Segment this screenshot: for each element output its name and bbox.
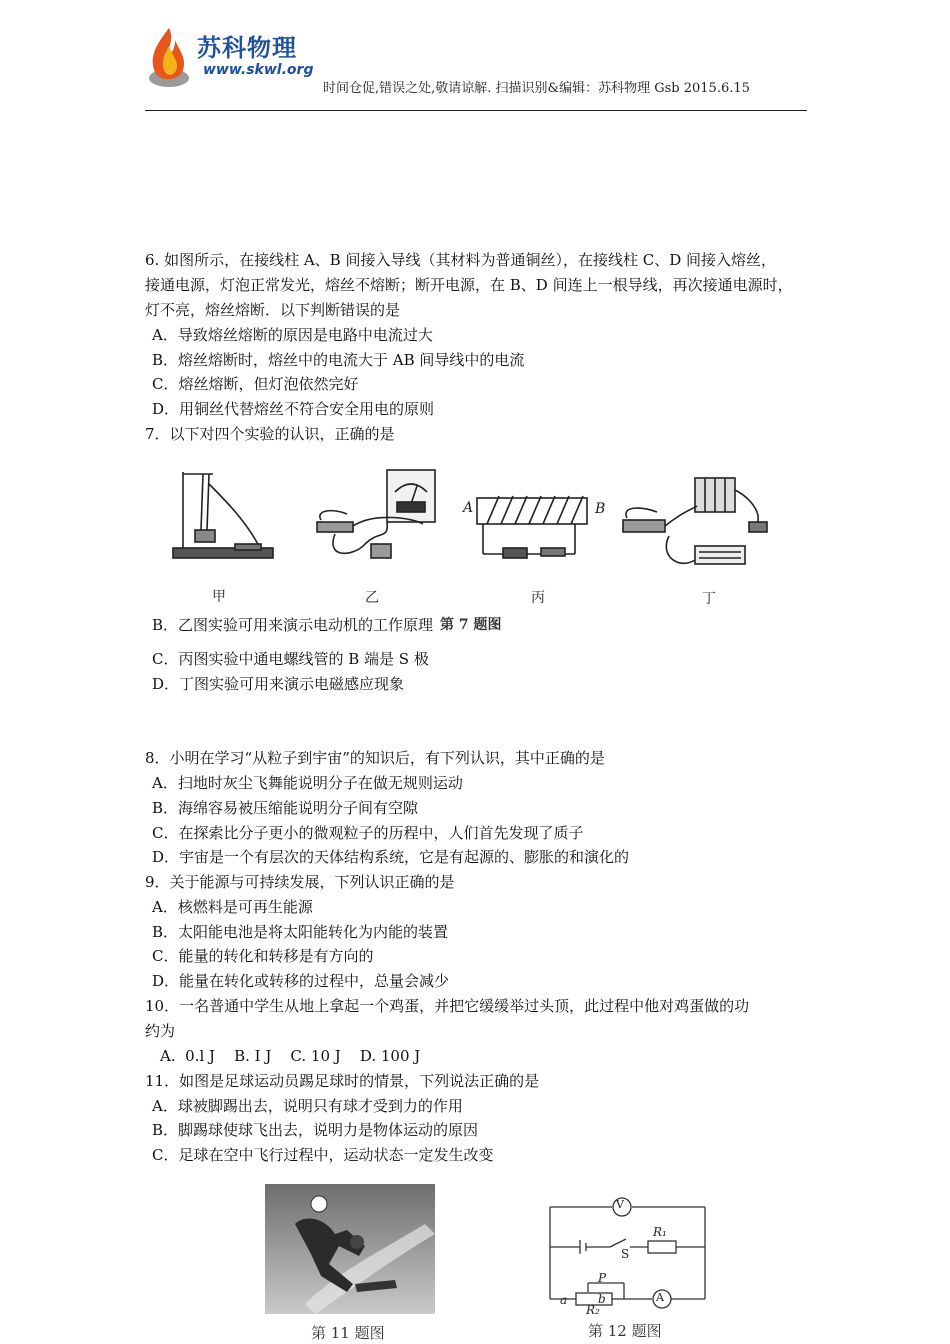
q7-coil-label-a: A: [463, 500, 474, 516]
page-header: [145, 22, 807, 112]
q7-option-b: B．乙图实验可用来演示电动机的工作原理: [152, 616, 434, 634]
q9-option-a: A．核燃料是可再生能源: [152, 898, 313, 916]
q11-caption: 第 11 题图: [311, 1324, 385, 1342]
q8-stem: 8．小明在学习“从粒子到宇宙”的知识后，有下列认识，其中正确的是: [145, 749, 605, 767]
q9-option-d: D．能量在转化或转移的过程中，总量会减少: [152, 972, 450, 990]
q9-option-c: C．能量的转化和转移是有方向的: [152, 947, 374, 965]
r2-label: R₂: [586, 1303, 600, 1317]
terminal-b-label: b: [598, 1292, 606, 1306]
q7-caption: 第 7 题图: [440, 617, 502, 633]
logo: [145, 22, 315, 92]
ammeter-label: A: [656, 1291, 664, 1304]
header-divider: [145, 110, 807, 111]
q7-label-jia: 甲: [212, 589, 226, 605]
q6-stem-line-2: 接通电源，灯泡正常发光，熔丝不熔断；断开电源，在 B、D 间连上一根导线，再次接通电源时，: [145, 276, 793, 294]
q8-option-d: D．宇宙是一个有层次的天体结构系统，它是有起源的、膨胀的和演化的: [152, 848, 630, 866]
q6-option-b: B．熔丝熔断时，熔丝中的电流大于 AB 间导线中的电流: [152, 351, 525, 369]
q11-option-b: B．脚踢球使球飞出去，说明力是物体运动的原因: [152, 1121, 479, 1139]
q7-label-bing: 丙: [531, 590, 545, 606]
q6-option-d: D．用铜丝代替熔丝不符合安全用电的原则: [152, 400, 435, 418]
q7-option-c: C．丙图实验中通电螺线管的 B 端是 S 极: [152, 650, 429, 668]
r1-label: R₁: [653, 1225, 667, 1239]
q8-option-b: B．海绵容易被压缩能说明分子间有空隙: [152, 799, 419, 817]
q6-option-a: A．导致熔丝熔断的原因是电路中电流过大: [152, 326, 433, 344]
q6-stem-line-1: 6. 如图所示，在接线柱 A、B 间接入导线（其材料为普通铜丝），在接线柱 C、D 间接入熔丝，: [145, 251, 777, 269]
q6-stem-line-3: 灯不亮，熔丝熔断．以下判断错误的是: [145, 301, 401, 319]
q10-options: A. 0.l J B. I J C. 10 J D. 100 J: [160, 1047, 421, 1065]
flame-logo-icon: [145, 24, 197, 90]
slider-p-label: P: [598, 1271, 607, 1285]
q12-circuit: [540, 1195, 720, 1320]
q10-stem-line-2: 约为: [145, 1022, 176, 1040]
q7-figure: [165, 460, 785, 640]
voltmeter-label: V: [616, 1198, 624, 1211]
header-note: 时间仓促,错误之处,敬请谅解. 扫描识别&编辑：苏科物理 Gsb 2015.6.15: [323, 81, 750, 96]
terminal-a-label: a: [560, 1293, 568, 1307]
q11-stem: 11．如图是足球运动员踢足球时的情景，下列说法正确的是: [145, 1072, 540, 1090]
q12-caption: 第 12 题图: [588, 1322, 662, 1340]
q10-stem-line-1: 10．一名普通中学生从地上拿起一个鸡蛋，并把它缓缓举过头顶，此过程中他对鸡蛋做的功: [145, 997, 750, 1015]
q8-option-a: A．扫地时灰尘飞舞能说明分子在做无规则运动: [152, 774, 463, 792]
q11-photo: [265, 1184, 435, 1314]
logo-title: 苏科物理: [197, 34, 297, 62]
q9-option-b: B．太阳能电池是将太阳能转化为内能的装置: [152, 923, 449, 941]
q7-experiments-diagram: [165, 460, 785, 580]
q6-option-c: C．熔丝熔断，但灯泡依然完好: [152, 375, 359, 393]
q7-label-ding: 丁: [702, 591, 716, 607]
q7-label-yi: 乙: [365, 590, 379, 606]
q11-option-c: C．足球在空中飞行过程中，运动状态一定发生改变: [152, 1146, 494, 1164]
q8-option-c: C．在探索比分子更小的微观粒子的历程中，人们首先发现了质子: [152, 824, 584, 842]
q7-stem: 7．以下对四个实验的认识，正确的是: [145, 425, 395, 443]
q11-option-a: A．球被脚踢出去，说明只有球才受到力的作用: [152, 1097, 463, 1115]
q7-option-d: D．丁图实验可用来演示电磁感应现象: [152, 675, 405, 693]
logo-url: www.skwl.org: [203, 62, 314, 78]
q7-coil-label-b: B: [595, 501, 606, 517]
switch-label: S: [621, 1247, 630, 1261]
football-player-image: [265, 1184, 435, 1314]
q9-stem: 9．关于能源与可持续发展，下列认识正确的是: [145, 873, 455, 891]
